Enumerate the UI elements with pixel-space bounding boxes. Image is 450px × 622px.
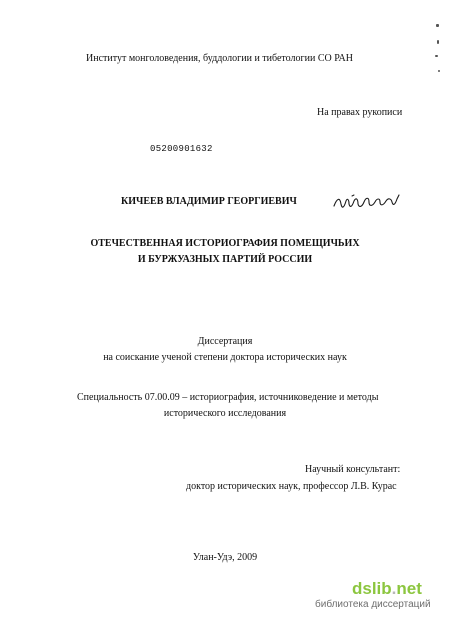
city-year: Улан-Удэ, 2009 (192, 552, 258, 563)
institute-name: Институт монголоведения, буддологии и тибетологии СО РАН (86, 53, 353, 64)
catalog-number: 05200901632 (150, 144, 213, 154)
scan-speck (435, 55, 438, 57)
scan-speck (436, 24, 439, 27)
dslib-logo: dslib.net (352, 579, 422, 598)
specialty-line-2: исторического исследования (163, 408, 287, 419)
dissertation-title-line-1: ОТЕЧЕСТВЕННАЯ ИСТОРИОГРАФИЯ ПОМЕЩИЧЬИХ (90, 238, 360, 249)
scan-speck (437, 40, 439, 44)
advisor-name: доктор исторических наук, профессор Л.В. Курас (186, 481, 397, 492)
dslib-subtitle: библиотека диссертаций (315, 599, 431, 610)
author-signature (331, 189, 406, 215)
work-type: Диссертация (197, 336, 253, 347)
specialty-line-1: Специальность 07.00.09 – историография, источниковедение и методы (77, 392, 379, 403)
manuscript-rights-note: На правах рукописи (317, 107, 403, 118)
scan-speck (438, 70, 440, 72)
dissertation-title-line-2: И БУРЖУАЗНЫХ ПАРТИЙ РОССИИ (137, 254, 313, 265)
author-name: КИЧЕЕВ ВЛАДИМИР ГЕОРГИЕВИЧ (121, 196, 297, 207)
advisor-label: Научный консультант: (305, 464, 401, 475)
degree-line: на соискание ученой степени доктора исторических наук (103, 352, 347, 363)
